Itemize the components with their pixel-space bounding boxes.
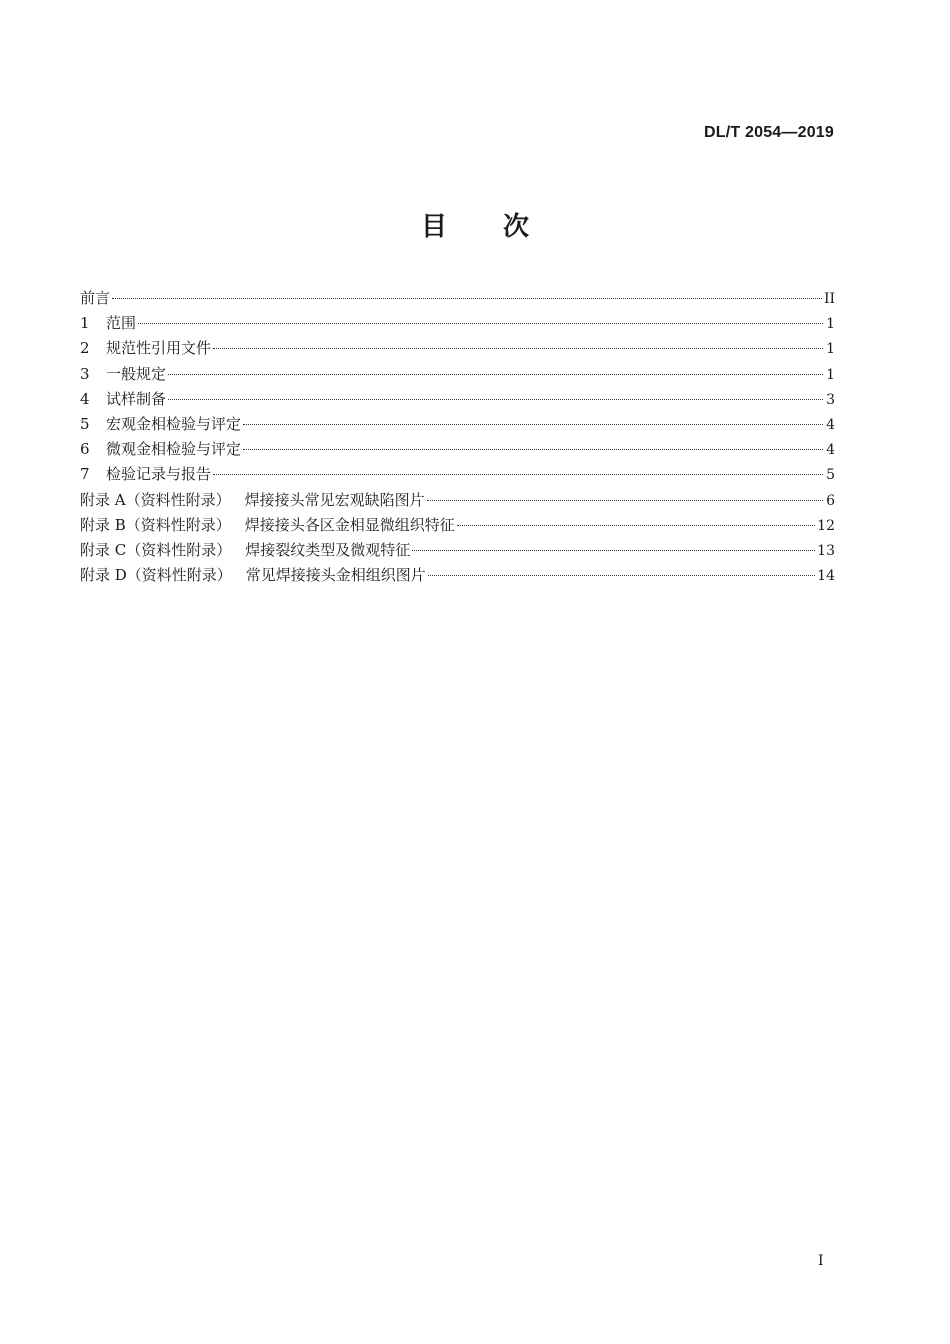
- dot-leader: [243, 449, 823, 450]
- toc-entry-title: 范围: [106, 314, 137, 333]
- toc-entry-title: 前言: [80, 289, 111, 307]
- toc-entry-2[interactable]: [80, 336, 835, 361]
- toc-entry-foreword[interactable]: [80, 286, 835, 311]
- toc-title: [0, 206, 950, 243]
- toc-appendix-d[interactable]: [80, 563, 835, 588]
- dot-leader: [138, 323, 823, 324]
- dot-leader: [112, 298, 822, 299]
- toc-entry-number: 1: [80, 314, 90, 333]
- toc-appendix-label: 附录 B（资料性附录）: [80, 515, 231, 534]
- toc-entry-page: 1: [826, 366, 835, 383]
- toc-entry-page: 12: [817, 517, 835, 534]
- dot-leader: [243, 424, 823, 425]
- toc-entry-number: 3: [80, 364, 90, 383]
- dot-leader: [427, 500, 823, 501]
- dot-leader: [168, 399, 823, 400]
- toc-entry-title: 检验记录与报告: [106, 465, 212, 484]
- toc-entry-title: 微观金相检验与评定: [106, 440, 242, 459]
- toc-appendix-title: 焊接接头各区金相显微组织特征: [244, 515, 455, 534]
- toc-entry-page: II: [823, 291, 835, 307]
- toc-entry-7[interactable]: [80, 462, 835, 487]
- toc-entry-page: 3: [826, 391, 835, 408]
- table-of-contents: [80, 286, 835, 588]
- dot-leader: [457, 525, 815, 526]
- toc-entry-number: 5: [80, 414, 90, 433]
- toc-entry-number: 4: [80, 389, 90, 408]
- toc-title-char: 次: [503, 212, 530, 242]
- toc-appendix-title: 常见焊接接头金相组织图片: [245, 566, 426, 585]
- toc-entry-title: 一般规定: [106, 364, 167, 383]
- toc-appendix-b[interactable]: [80, 513, 835, 538]
- toc-entry-page: 4: [826, 416, 835, 433]
- toc-entry-page: 1: [826, 316, 835, 333]
- toc-entry-page: 6: [826, 492, 835, 509]
- toc-entry-1[interactable]: [80, 311, 835, 336]
- toc-entry-number: 7: [80, 465, 90, 484]
- toc-entry-5[interactable]: [80, 412, 835, 437]
- dot-leader: [412, 550, 815, 551]
- toc-entry-6[interactable]: [80, 437, 835, 462]
- toc-appendix-title: 焊接接头常见宏观缺陷图片: [244, 490, 425, 509]
- toc-entry-title: 规范性引用文件: [106, 339, 212, 358]
- toc-entry-number: 2: [80, 339, 90, 358]
- toc-title-char: 目: [420, 212, 447, 242]
- toc-entry-number: 6: [80, 440, 90, 459]
- toc-appendix-label: 附录 C（资料性附录）: [80, 540, 232, 559]
- page-number: I: [818, 1253, 824, 1269]
- dot-leader: [168, 374, 823, 375]
- toc-entry-3[interactable]: [80, 362, 835, 387]
- toc-entry-page: 4: [826, 442, 835, 459]
- toc-entry-page: 5: [826, 467, 835, 484]
- standard-code: DL/T 2054—2019: [704, 124, 834, 141]
- dot-leader: [213, 474, 823, 475]
- toc-entry-page: 1: [826, 341, 835, 358]
- toc-appendix-label: 附录 A（资料性附录）: [80, 490, 231, 509]
- toc-entry-page: 13: [817, 542, 835, 559]
- dot-leader: [428, 575, 815, 576]
- toc-appendix-c[interactable]: [80, 538, 835, 563]
- toc-entry-page: 14: [817, 568, 835, 585]
- toc-appendix-a[interactable]: [80, 488, 835, 513]
- toc-entry-4[interactable]: [80, 387, 835, 412]
- toc-entry-title: 试样制备: [106, 389, 167, 408]
- toc-entry-title: 宏观金相检验与评定: [106, 414, 242, 433]
- toc-appendix-label: 附录 D（资料性附录）: [80, 566, 232, 585]
- dot-leader: [213, 348, 823, 349]
- toc-appendix-title: 焊接裂纹类型及微观特征: [245, 540, 411, 559]
